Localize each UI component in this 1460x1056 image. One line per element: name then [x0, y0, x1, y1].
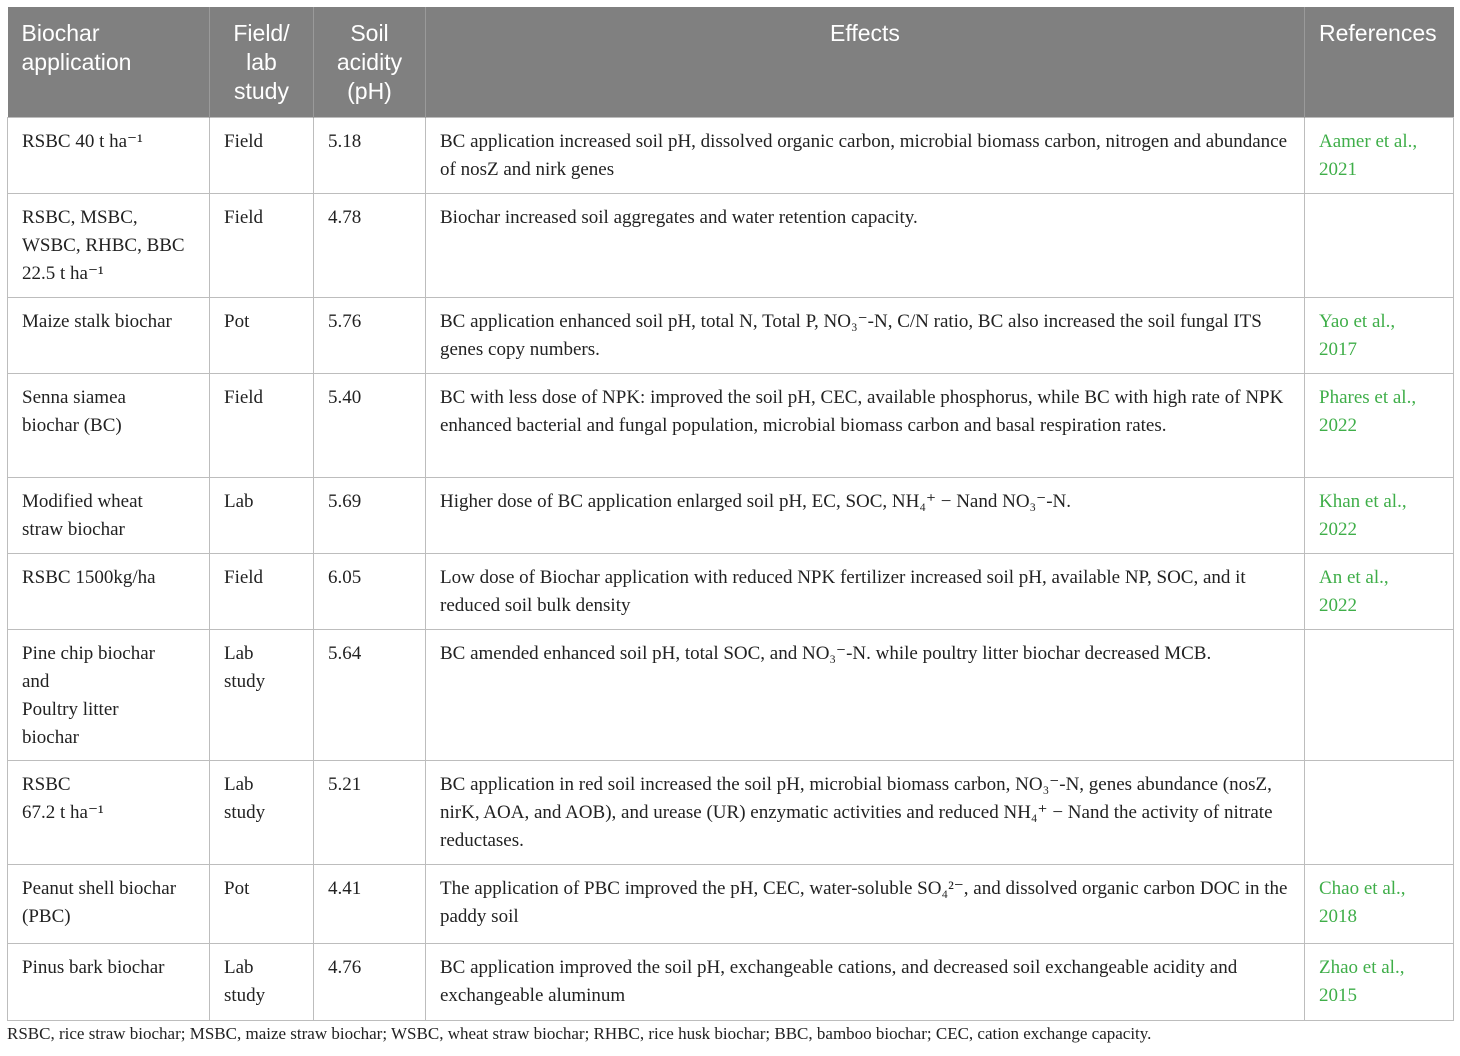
table-row — [8, 297, 1454, 373]
header-ph: Soil acidity (pH) — [314, 7, 426, 117]
cell-application: Modified wheat straw biochar — [8, 477, 210, 553]
cell-study: Field — [210, 373, 314, 477]
cell-application: RSBC 67.2 t ha⁻¹ — [8, 760, 210, 864]
cell-study: Pot — [210, 297, 314, 373]
table-row — [8, 943, 1454, 1020]
cell-effects: Higher dose of BC application enlarged soil pH, EC, SOC, NH₄⁺ − Nand NO₃⁻-N. — [426, 477, 1305, 553]
table-row — [8, 864, 1454, 943]
cell-ph: 5.64 — [314, 629, 426, 760]
cell-ph: 5.40 — [314, 373, 426, 477]
cell-application: Pinus bark biochar — [8, 943, 210, 1020]
cell-effects: Low dose of Biochar application with reduced NPK fertilizer increased soil pH, available NP, SOC, and it reduced soil bulk density — [426, 553, 1305, 629]
table-row — [8, 193, 1454, 297]
table-row — [8, 629, 1454, 760]
cell-ph: 5.21 — [314, 760, 426, 864]
cell-reference-link[interactable]: Chao et al., 2018 — [1305, 864, 1454, 943]
table-row — [8, 373, 1454, 477]
cell-effects: BC application improved the soil pH, exchangeable cations, and decreased soil exchangeable acidity and exchangeable aluminum — [426, 943, 1305, 1020]
cell-effects: BC with less dose of NPK: improved the soil pH, CEC, available phosphorus, while BC with high rate of NPK enhanced bacterial and fungal population, microbial biomass carbon and basal respiration rates. — [426, 373, 1305, 477]
header-references: References — [1305, 7, 1454, 117]
cell-ph: 5.18 — [314, 117, 426, 193]
cell-reference-link[interactable]: Yao et al., 2017 — [1305, 297, 1454, 373]
table-row — [8, 553, 1454, 629]
cell-reference-link[interactable]: Phares et al., 2022 — [1305, 373, 1454, 477]
cell-application: RSBC, MSBC, WSBC, RHBC, BBC 22.5 t ha⁻¹ — [8, 193, 210, 297]
cell-study: Field — [210, 193, 314, 297]
table-footnote: RSBC, rice straw biochar; MSBC, maize straw biochar; WSBC, wheat straw biochar; RHBC, rice husk biochar; BBC, bamboo biochar; CEC, cation exchange capacity. — [7, 1024, 1152, 1043]
cell-ph: 4.76 — [314, 943, 426, 1020]
table-row — [8, 477, 1454, 553]
table-container — [7, 7, 1453, 1021]
cell-ph: 5.76 — [314, 297, 426, 373]
cell-ph: 4.41 — [314, 864, 426, 943]
cell-study: Field — [210, 553, 314, 629]
cell-reference-link[interactable]: Aamer et al., 2021 — [1305, 117, 1454, 193]
cell-effects: The application of PBC improved the pH, CEC, water-soluble SO₄²⁻, and dissolved organic carbon DOC in the paddy soil — [426, 864, 1305, 943]
cell-application: Senna siamea biochar (BC) — [8, 373, 210, 477]
cell-reference-link[interactable]: Khan et al., 2022 — [1305, 477, 1454, 553]
cell-ph: 6.05 — [314, 553, 426, 629]
cell-reference-link[interactable] — [1305, 629, 1454, 760]
header-study: Field/ lab study — [210, 7, 314, 117]
cell-study: Field — [210, 117, 314, 193]
table-row — [8, 760, 1454, 864]
cell-study: Pot — [210, 864, 314, 943]
cell-study: Lab study — [210, 629, 314, 760]
cell-effects: BC amended enhanced soil pH, total SOC, and NO₃⁻-N. while poultry litter biochar decreased MCB. — [426, 629, 1305, 760]
cell-application: RSBC 40 t ha⁻¹ — [8, 117, 210, 193]
header-effects: Effects — [426, 7, 1305, 117]
biochar-table — [7, 7, 1454, 1021]
cell-application: Maize stalk biochar — [8, 297, 210, 373]
cell-reference-link[interactable]: Zhao et al., 2015 — [1305, 943, 1454, 1020]
cell-study: Lab — [210, 477, 314, 553]
cell-ph: 5.69 — [314, 477, 426, 553]
cell-application: Peanut shell biochar (PBC) — [8, 864, 210, 943]
cell-study: Lab study — [210, 943, 314, 1020]
cell-effects: Biochar increased soil aggregates and water retention capacity. — [426, 193, 1305, 297]
cell-ph: 4.78 — [314, 193, 426, 297]
header-application: Biochar application — [8, 7, 210, 117]
cell-reference-link[interactable] — [1305, 193, 1454, 297]
cell-effects: BC application in red soil increased the soil pH, microbial biomass carbon, NO₃⁻-N, genes abundance (nosZ, nirK, AOA, and AOB), and urease (UR) enzymatic activities and reduced NH₄⁺ − Nand the activity of nitrate reductases. — [426, 760, 1305, 864]
cell-effects: BC application enhanced soil pH, total N, Total P, NO₃⁻-N, C/N ratio, BC also increased the soil fungal ITS genes copy numbers. — [426, 297, 1305, 373]
cell-reference-link[interactable] — [1305, 760, 1454, 864]
cell-application: RSBC 1500kg/ha — [8, 553, 210, 629]
table-row — [8, 117, 1454, 193]
cell-reference-link[interactable]: An et al., 2022 — [1305, 553, 1454, 629]
cell-effects: BC application increased soil pH, dissolved organic carbon, microbial biomass carbon, nitrogen and abundance of nosZ and nirk genes — [426, 117, 1305, 193]
cell-application: Pine chip biochar and Poultry litter biochar — [8, 629, 210, 760]
header-row — [8, 7, 1454, 117]
cell-study: Lab study — [210, 760, 314, 864]
